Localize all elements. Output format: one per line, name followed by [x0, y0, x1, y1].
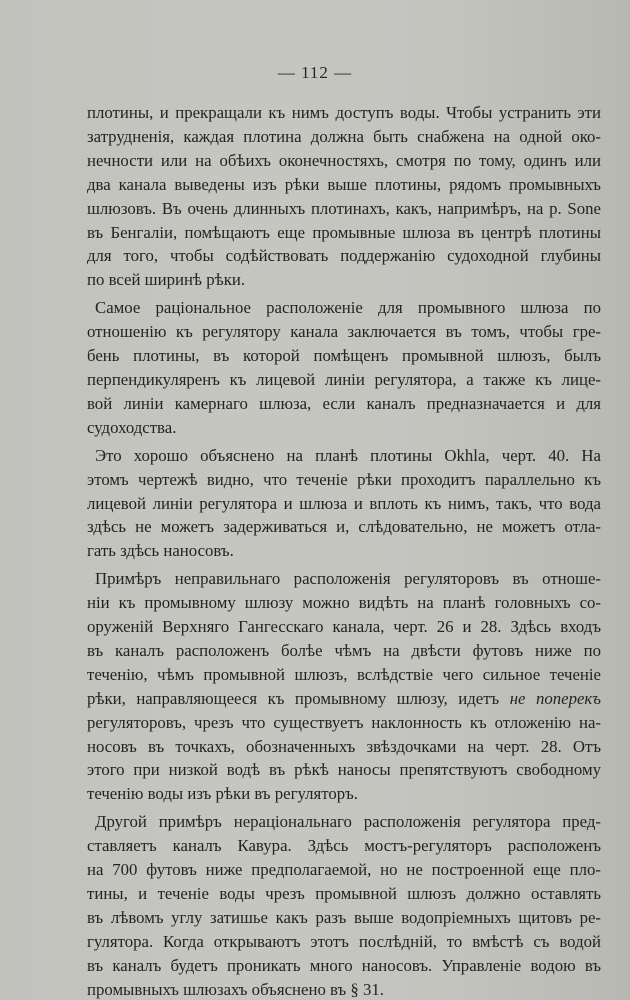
text-line: судоходства.	[87, 417, 177, 437]
text-line-with-emphasis	[87, 687, 601, 711]
text-line: въ Бенгаліи, помѣщаютъ еще промывные шлюза въ центрѣ плотины	[87, 222, 601, 242]
text-line: для того, чтобы содѣйствовать поддержанію судоходной глубины	[87, 246, 601, 266]
text-line: въ лѣвомъ углу затишье какъ разъ выше водопріемныхъ щитовъ ре-	[87, 907, 601, 927]
text-line: на 700 футовъ ниже предполагаемой, но не построенной еще пло-	[87, 860, 601, 880]
page-number: — 112 —	[277, 63, 353, 82]
text-line: ніи къ промывному шлюзу можно видѣть на планѣ головныхъ со-	[87, 593, 601, 613]
paragraph	[87, 810, 601, 1000]
paragraph	[87, 101, 601, 292]
text-line: въ каналъ будетъ проникать много наносовъ. Управленіе водою въ	[87, 955, 601, 975]
text-line: промывныхъ шлюзахъ объяснено въ § 31.	[87, 979, 384, 999]
text-line: затрудненія, каждая плотина должна быть снабжена на одной око-	[87, 126, 601, 146]
text-segment: рѣки, направляющееся къ промывному шлюзу, идетъ	[87, 688, 500, 708]
text-line: вой линіи камернаго шлюза, если каналъ предназначается и для	[87, 393, 601, 413]
text-line: ставляетъ каналъ Кавура. Здѣсь мостъ-регуляторъ расположенъ	[87, 836, 601, 856]
text-line: перпендикуляренъ къ лицевой линіи регулятора, а также къ лице-	[87, 369, 601, 389]
text-line: носовъ въ точкахъ, обозначенныхъ звѣздочками на черт. 28. Отъ	[87, 736, 601, 756]
text-line: теченію, чѣмъ промывной шлюзъ, вслѣдствіе чего сильное теченіе	[87, 664, 601, 684]
text-line: въ каналъ расположенъ болѣе чѣмъ на двѣсти футовъ ниже по	[87, 640, 601, 660]
text-line: нечности или на обѣихъ оконечностяхъ, смотря по тому, одинъ или	[87, 150, 601, 170]
text-line: бень плотины, въ которой помѣщенъ промывной шлюзъ, былъ	[87, 346, 601, 366]
paragraph	[87, 567, 601, 806]
text-line: лицевой линіи регулятора и шлюза и вплоть къ нимъ, такъ, что вода	[87, 493, 601, 513]
text-line: отношенію къ регулятору канала заключается въ томъ, чтобы гре-	[87, 322, 601, 342]
text-line: шлюзовъ. Въ очень длинныхъ плотинахъ, какъ, напримѣръ, на р. Sone	[87, 198, 601, 218]
text-line: оруженій Верхняго Гангесскаго канала, черт. 26 и 28. Здѣсь входъ	[87, 617, 601, 637]
text-line: гулятора. Когда открываютъ этотъ послѣдній, то вмѣстѣ съ водой	[87, 931, 601, 951]
text-line: Самое раціональное расположеніе для промывного шлюза по	[95, 298, 601, 318]
paragraph	[87, 444, 601, 564]
text-line: теченію воды изъ рѣки въ регуляторъ.	[87, 784, 358, 804]
text-line: Примѣръ неправильнаго расположенія регуляторовъ въ отноше-	[95, 569, 601, 589]
text-line: по всей ширинѣ рѣки.	[87, 270, 246, 290]
text-line: этомъ чертежѣ видно, что теченіе рѣки проходитъ параллельно къ	[87, 469, 601, 489]
paragraph	[87, 296, 601, 439]
text-line: регуляторовъ, чрезъ что существуетъ наклонность къ отложенію на-	[87, 712, 601, 732]
text-line: плотины, и прекращали къ нимъ доступъ воды. Чтобы устранить эти	[87, 103, 601, 122]
page-body	[87, 101, 601, 1000]
text-line: гать здѣсь наносовъ.	[87, 541, 234, 561]
text-line: этого при низкой водѣ въ рѣкѣ наносы препятствуютъ свободному	[87, 760, 601, 780]
text-line: Это хорошо объяснено на планѣ плотины Okhla, черт. 40. На	[95, 445, 601, 465]
emphasized-phrase: не поперекъ	[509, 688, 601, 708]
text-line: тины, и теченіе воды чрезъ промывной шлюзъ должно оставлять	[87, 884, 601, 903]
text-line: два канала выведены изъ рѣки выше плотины, рядомъ промывныхъ	[87, 174, 601, 194]
text-line: Другой примѣръ нераціональнаго расположенія регулятора пред-	[95, 812, 601, 832]
text-line: здѣсь не можетъ задерживаться и, слѣдовательно, не можетъ отла-	[87, 517, 601, 537]
